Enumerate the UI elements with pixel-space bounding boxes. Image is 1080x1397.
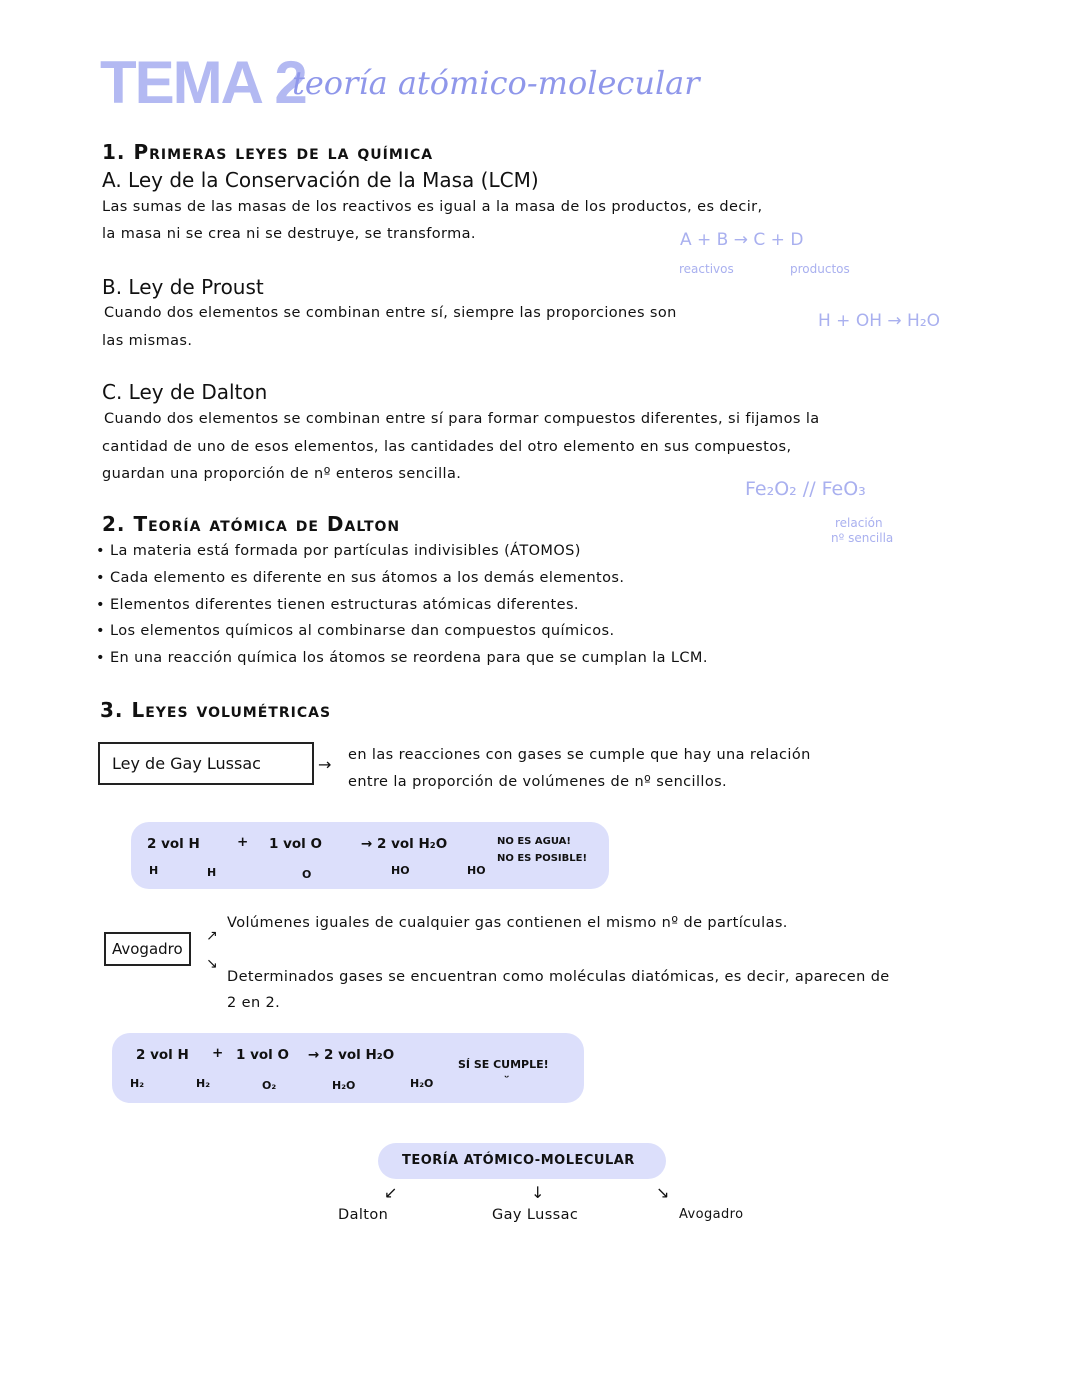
eq-sub: H	[149, 864, 159, 877]
branch-down-icon: ↘	[206, 956, 218, 972]
eq-sub: H₂O	[332, 1079, 356, 1092]
eq-term: 2 vol H	[136, 1047, 189, 1063]
gay-lussac-box: Ley de Gay Lussac	[98, 742, 314, 785]
bullet-text: En una reacción química los átomos se reordena para que se cumplan la LCM.	[109, 650, 708, 666]
branch-up-icon: ↗	[206, 928, 218, 944]
eq-term: 1 vol O	[236, 1047, 289, 1063]
eq-comment: NO ES POSIBLE!	[497, 853, 588, 864]
arrow-down-right-icon: ↘	[656, 1183, 670, 1202]
bullet-text: Los elementos químicos al combinarse dan compuestos químicos.	[109, 623, 615, 639]
gay-lussac-line: en las reacciones con gases se cumple que hay una relación	[348, 747, 811, 763]
eq-comment: NO ES AGUA!	[497, 836, 571, 847]
smiley-icon: ᵕ	[504, 1071, 510, 1084]
avogadro-line: 2 en 2.	[227, 995, 281, 1011]
law-a-line: Las sumas de las masas de los reactivos es igual a la masa de los productos, es decir,	[102, 199, 763, 215]
productos-label: productos	[790, 262, 850, 276]
law-b-line: Cuando dos elementos se combinan entre sí, siempre las proporciones son	[104, 305, 677, 321]
eq-sub: H	[207, 866, 217, 879]
equation-2-box	[112, 1033, 584, 1103]
bullet-text: La materia está formada por partículas indivisibles (ÁTOMOS)	[109, 543, 581, 559]
equation-1-box	[131, 822, 609, 889]
law-b-title: B. Ley de Proust	[102, 275, 264, 299]
proust-note: H + OH → H₂O	[818, 311, 941, 331]
arrow-down-left-icon: ↙	[384, 1183, 398, 1202]
eq-sub: H₂	[130, 1077, 145, 1090]
page-subtitle: teoría atómico-molecular	[292, 64, 700, 102]
law-c-line: guardan una proporción de nº enteros sencilla.	[102, 466, 462, 482]
bullet-item: • Los elementos químicos al combinarse dan compuestos químicos.	[96, 623, 615, 639]
dalton-note: Fe₂O₂ // FeO₃	[745, 478, 866, 500]
section-2-heading: 2. Teoría atómica de Dalton	[102, 512, 401, 536]
eq-sub: H₂	[196, 1077, 211, 1090]
arrow-down-icon: ↓	[531, 1183, 545, 1202]
law-a-line: la masa ni se crea ni se destruye, se transforma.	[102, 226, 476, 242]
law-c-line: cantidad de uno de esos elementos, las cantidades del otro elemento en sus compuestos,	[102, 439, 792, 455]
sencilla-label: nº sencilla	[831, 531, 894, 545]
bullet-item: • Cada elemento es diferente en sus átomos a los demás elementos.	[96, 570, 625, 586]
eq-plus: +	[212, 1045, 224, 1061]
bullet-item: • La materia está formada por partículas indivisibles (ÁTOMOS)	[96, 543, 581, 559]
diagram-root	[378, 1143, 666, 1179]
eq-term: → 2 vol H₂O	[361, 836, 448, 852]
gay-lussac-line: entre la proporción de volúmenes de nº sencillos.	[348, 774, 728, 790]
eq-sub: O₂	[262, 1079, 277, 1092]
eq-plus: +	[237, 834, 249, 850]
eq-sub: H₂O	[410, 1077, 434, 1090]
arrow-right-icon: →	[318, 755, 332, 774]
avogadro-line: Determinados gases se encuentran como moléculas diatómicas, es decir, aparecen de	[227, 969, 890, 985]
eq-term: → 2 vol H₂O	[308, 1047, 395, 1063]
relacion-label: relación	[835, 516, 883, 530]
diagram-child: Avogadro	[679, 1207, 744, 1222]
law-c-line: Cuando dos elementos se combinan entre sí para formar compuestos diferentes, si fijamos la	[104, 411, 820, 427]
eq-sub: HO	[391, 864, 410, 877]
bullet-text: Elementos diferentes tienen estructuras atómicas diferentes.	[109, 597, 579, 613]
section-1-heading: 1. Primeras leyes de la química	[102, 140, 434, 164]
law-b-line: las mismas.	[102, 333, 193, 349]
avogadro-box: Avogadro	[104, 932, 191, 966]
bullet-item: • En una reacción química los átomos se reordena para que se cumplan la LCM.	[96, 650, 708, 666]
eq-term: 1 vol O	[269, 836, 322, 852]
bullet-item: • Elementos diferentes tienen estructuras atómicas diferentes.	[96, 597, 579, 613]
diagram-root-label: TEORÍA ATÓMICO-MOLECULAR	[402, 1153, 635, 1168]
bullet-text: Cada elemento es diferente en sus átomos a los demás elementos.	[109, 570, 625, 586]
law-a-title: A. Ley de la Conservación de la Masa (LCM)	[102, 168, 539, 192]
eq-term: 2 vol H	[147, 836, 200, 852]
equation-note: A + B → C + D	[680, 230, 804, 250]
eq-sub: O	[302, 868, 312, 881]
eq-sub: HO	[467, 864, 486, 877]
avogadro-line: Volúmenes iguales de cualquier gas contienen el mismo nº de partículas.	[227, 915, 788, 931]
section-3-heading: 3. Leyes volumétricas	[100, 698, 332, 722]
diagram-child: Dalton	[338, 1207, 389, 1223]
page-title: TEMA 2	[100, 49, 306, 116]
law-c-title: C. Ley de Dalton	[102, 380, 268, 404]
diagram-child: Gay Lussac	[492, 1207, 579, 1223]
eq-comment: SÍ SE CUMPLE!	[458, 1058, 549, 1071]
reactivos-label: reactivos	[679, 262, 734, 276]
